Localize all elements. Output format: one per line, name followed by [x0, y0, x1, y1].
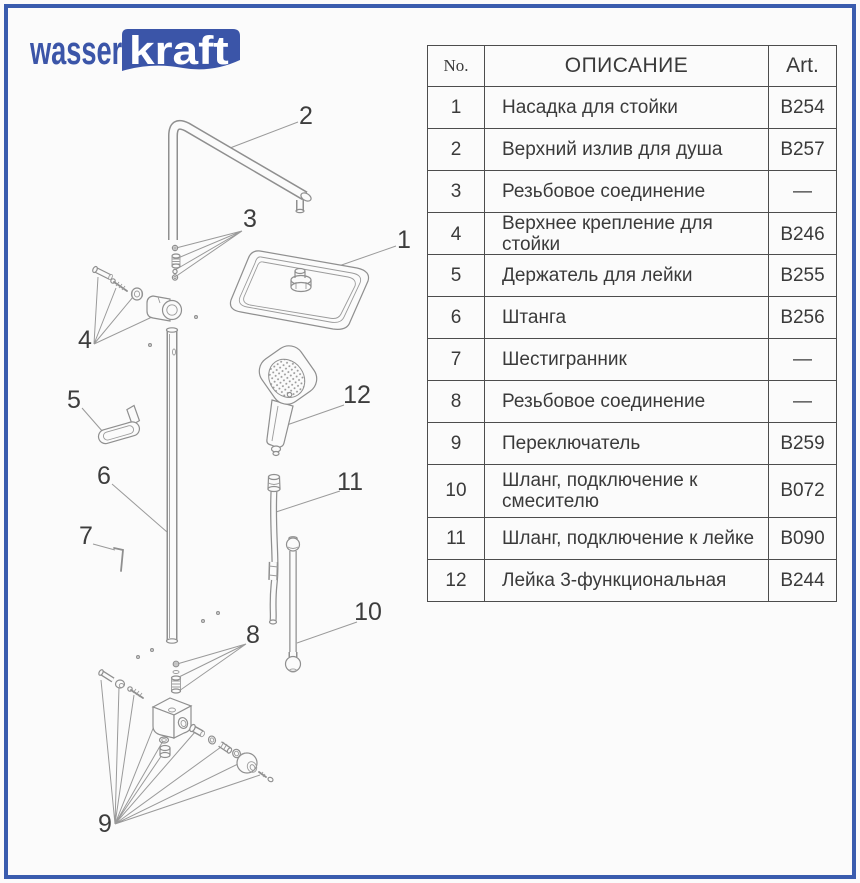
- cell-description: Насадка для стойки: [485, 87, 769, 128]
- cell-art: B246: [780, 223, 825, 245]
- table-row: [428, 87, 836, 129]
- part-label-5: 5: [67, 386, 81, 414]
- cell-no: 10: [428, 465, 485, 517]
- cell-no: 5: [428, 255, 485, 296]
- part-label-11: 11: [337, 468, 363, 496]
- cell-description: Держатель для лейки: [485, 255, 769, 296]
- part-label-4: 4: [78, 326, 92, 354]
- cell-art: B255: [780, 264, 825, 286]
- cell-art: —: [793, 390, 812, 412]
- part-label-1: 1: [397, 226, 411, 254]
- cell-description: Лейка 3-функциональная: [485, 560, 769, 601]
- callout-labels: [67, 102, 411, 838]
- part-7-hex-key: [114, 548, 123, 571]
- part-8-threaded-fittings: [172, 661, 181, 693]
- table-row: [428, 339, 836, 381]
- cell-description: Верхнее крепление для стойки: [485, 213, 769, 256]
- part-label-6: 6: [97, 462, 111, 490]
- cell-no: 12: [428, 560, 485, 601]
- cell-description: Переключатель: [485, 423, 769, 464]
- part-11-hose-handshower: [268, 475, 280, 625]
- cell-art: B072: [780, 480, 825, 502]
- part-label-12: 12: [343, 381, 371, 409]
- cell-description: Верхний излив для душа: [485, 129, 769, 170]
- part-label-2: 2: [299, 102, 313, 130]
- cell-no: 1: [428, 87, 485, 128]
- part-5-holder: [93, 405, 143, 445]
- cell-no: 6: [428, 297, 485, 338]
- small-screw-dots: [137, 316, 220, 659]
- cell-art: B244: [780, 569, 825, 591]
- header-no: No.: [428, 46, 485, 86]
- logo-text-kraft: kraft: [129, 28, 230, 74]
- parts-table: [427, 45, 837, 602]
- table-row: [428, 213, 836, 255]
- part-12-hand-shower: [253, 340, 322, 456]
- cell-no: 8: [428, 381, 485, 422]
- table-row: [428, 381, 836, 423]
- cell-description: Шланг, подключение к лейке: [485, 518, 769, 559]
- table-row: [428, 171, 836, 213]
- table-row: [428, 297, 836, 339]
- cell-description: Резьбовое соединение: [485, 171, 769, 212]
- table-row: [428, 465, 836, 518]
- part-6-rod: [167, 328, 178, 643]
- part-10-hose-mixer: [286, 537, 301, 672]
- header-art: Art.: [786, 54, 819, 78]
- table-row: [428, 255, 836, 297]
- part-label-10: 10: [354, 598, 382, 626]
- cell-description: Шланг, подключение к смесителю: [485, 465, 769, 517]
- cell-no: 3: [428, 171, 485, 212]
- part-label-7: 7: [79, 522, 93, 550]
- table-row: [428, 518, 836, 560]
- cell-art: B090: [780, 527, 825, 549]
- cell-no: 11: [428, 518, 485, 559]
- cell-art: B257: [780, 138, 825, 160]
- cell-art: B254: [780, 96, 825, 118]
- cell-description: Шестигранник: [485, 339, 769, 380]
- header-description: ОПИСАНИЕ: [485, 46, 769, 86]
- table-row: [428, 423, 836, 465]
- part-label-9: 9: [98, 810, 112, 838]
- cell-art: B259: [780, 432, 825, 454]
- cell-no: 7: [428, 339, 485, 380]
- cell-no: 2: [428, 129, 485, 170]
- cell-description: Резьбовое соединение: [485, 381, 769, 422]
- table-header-row: [428, 46, 836, 87]
- cell-art: —: [793, 348, 812, 370]
- cell-no: 9: [428, 423, 485, 464]
- table-row: [428, 129, 836, 171]
- cell-art: B256: [780, 306, 825, 328]
- logo-text-wasser: wasser: [29, 28, 123, 74]
- part-4-wall-bracket-screws: [92, 266, 182, 321]
- part-label-8: 8: [246, 621, 260, 649]
- cell-no: 4: [428, 213, 485, 256]
- part-label-3: 3: [243, 205, 257, 233]
- cell-art: —: [793, 180, 812, 202]
- table-row: [428, 560, 836, 601]
- cell-description: Штанга: [485, 297, 769, 338]
- wasserkraft-logo: [29, 29, 240, 73]
